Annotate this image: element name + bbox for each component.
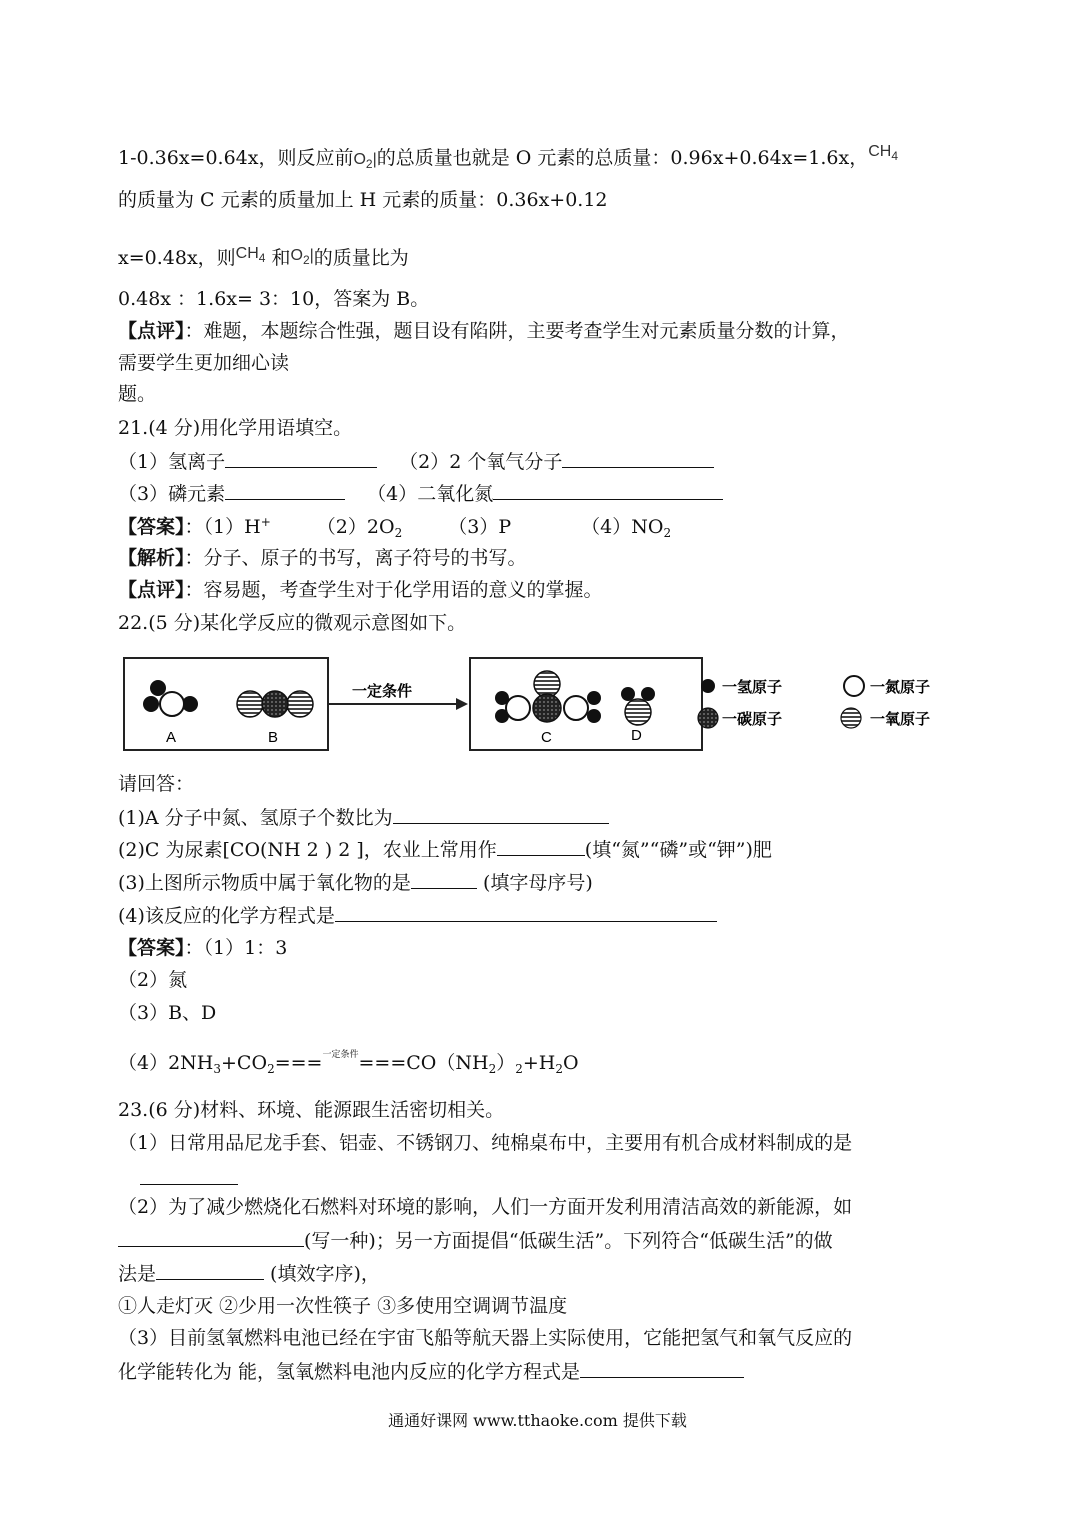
question-23-part-2: （2）为了减少燃烧化石燃料对环境的影响，人们一方面开发利用清洁高效的新能源，如 bbox=[118, 1196, 853, 1218]
answer-22-2: （2）氮 bbox=[118, 969, 188, 991]
legend-carbon: 一碳原子 bbox=[722, 710, 783, 728]
label-c: C bbox=[541, 729, 552, 746]
question-23: 23.(6 分)材料、环境、能源跟生活密切相关。 bbox=[118, 1099, 505, 1121]
formula-o2: $O_2|$ bbox=[353, 151, 377, 171]
analysis-21: 【解析】：分子、原子的书写，离子符号的书写。 bbox=[118, 547, 527, 569]
formula-ch4: CH4 bbox=[235, 245, 266, 265]
formula-o2: O2| bbox=[290, 247, 314, 267]
question-22: 22.(5 分)某化学反应的微观示意图如下。 bbox=[118, 612, 467, 634]
text-line: 需要学生更加细心读 bbox=[118, 352, 290, 374]
answer-22-1: 【答案】：（1）1：3 bbox=[118, 937, 288, 959]
legend-nitrogen: 一氮原子 bbox=[870, 678, 931, 696]
molecule-d bbox=[621, 687, 655, 725]
arrow-label: 一定条件 bbox=[352, 682, 413, 700]
answer-blank[interactable] bbox=[156, 1261, 264, 1280]
answer-21: 【答案】：（1）H+ $(2)2O_2$ （3）P $(4)NO_2$ bbox=[118, 515, 672, 540]
reaction-diagram bbox=[118, 652, 958, 754]
question-23-part-3-line-2: 化学能转化为 能，氢氧燃料电池内反应的化学方程式是 bbox=[118, 1359, 744, 1384]
question-21: 21.(4 分)用化学用语填空。 bbox=[118, 417, 353, 439]
label-d: D bbox=[631, 727, 642, 744]
question-23-part-2-line-3: 法是 (填效字序)， bbox=[118, 1263, 380, 1285]
question-23-options: ①人走灯灭 ②少用一次性筷子 ③多使用空调调节温度 bbox=[118, 1295, 568, 1317]
comment-21: 【点评】：容易题，考查学生对于化学用语的意义的掌握。 bbox=[118, 579, 603, 601]
question-22-part-1: (1)A 分子中氮、氢原子个数比为 bbox=[118, 805, 609, 830]
text-line: 的质量为 C 元素的质量加上 H 元素的质量：0.36x+0.12 bbox=[118, 189, 608, 211]
question-22-part-3: (3)上图所示物质中属于氧化物的是 (填字母序号) bbox=[118, 872, 593, 894]
label-b: B bbox=[268, 729, 279, 746]
question-21-row-2: （3）磷元素 （4）二氧化氮 bbox=[118, 481, 723, 506]
answer-blank[interactable] bbox=[225, 481, 345, 500]
text-line: 0.48x ：1.6x= 3：10，答案为 B。 bbox=[118, 288, 430, 310]
answer-blank[interactable] bbox=[335, 903, 717, 922]
legend-hydrogen-symbol bbox=[701, 679, 715, 693]
label-a: A bbox=[166, 729, 177, 746]
answer-blank[interactable] bbox=[580, 1359, 744, 1378]
legend-hydrogen: 一氢原子 bbox=[722, 678, 783, 696]
answer-blank[interactable] bbox=[497, 837, 585, 856]
answer-blank[interactable] bbox=[140, 1166, 238, 1185]
answer-blank[interactable] bbox=[118, 1228, 304, 1247]
page-footer: 通通好课网 www.tthaoke.com 提供下载 bbox=[388, 1411, 687, 1430]
formula-ch4: CH4 bbox=[868, 143, 899, 163]
legend-oxygen: 一氧原子 bbox=[870, 710, 931, 728]
legend-oxygen-symbol bbox=[841, 708, 861, 728]
comment-line: 【点评】：难题，本题综合性强，题目设有陷阱，主要考查学生对元素质量分数的计算， bbox=[118, 320, 850, 342]
answer-blank[interactable] bbox=[393, 805, 609, 824]
text-line: 1-0.36x=0.64x，则反应前$O_2|$的总质量也就是 O 元素的总质量：0.96x+0.64x=1.6x，$^{CH_4}$ bbox=[118, 143, 899, 171]
question-23-part-3: （3）目前氢氧燃料电池已经在宇宙飞船等航天器上实际使用，它能把氢气和氧气反应的 bbox=[118, 1327, 853, 1349]
answer-blank[interactable] bbox=[493, 481, 723, 500]
answer-22-3: （3）B、D bbox=[118, 1002, 217, 1024]
question-22-prompt: 请回答： bbox=[118, 773, 195, 795]
answer-blank[interactable] bbox=[562, 449, 714, 468]
answer-blank[interactable] bbox=[225, 449, 377, 468]
question-22-part-2: (2)C 为尿素[CO(NH 2 ) 2 ]，农业上常用作 (填“氮”“磷”或“钾”)肥 bbox=[118, 839, 772, 861]
legend-carbon-symbol bbox=[698, 708, 718, 728]
molecule-a bbox=[143, 680, 198, 716]
question-23-part-2-line-2: (写一种)；另一方面提倡“低碳生活”。下列符合“低碳生活”的做 bbox=[118, 1228, 833, 1253]
legend-nitrogen-symbol bbox=[844, 676, 864, 696]
answer-22-4: $(4)2NH_3+CO_2===^{一定条件}===CO(NH_2)_2+H_2O$ bbox=[118, 1050, 579, 1076]
text-line: x=0.48x，则$^{CH_4}$ 和$^{O_2|}$的质量比为 bbox=[118, 245, 409, 269]
answer-blank[interactable] bbox=[411, 870, 477, 889]
question-22-part-4: (4)该反应的化学方程式是 bbox=[118, 903, 717, 928]
molecule-b bbox=[237, 691, 313, 717]
question-23-part-1-blank bbox=[118, 1166, 238, 1191]
molecule-c bbox=[495, 671, 601, 723]
legend bbox=[698, 676, 930, 728]
question-23-part-1: （1）日常用品尼龙手套、铝壶、不锈钢刀、纯棉桌布中，主要用有机合成材料制成的是 bbox=[118, 1132, 853, 1154]
question-21-row-1: （1）氢离子 （2）2 个氧气分子 bbox=[118, 449, 714, 474]
reaction-condition: 一定条件 bbox=[322, 1050, 359, 1060]
text-line: 题。 bbox=[118, 383, 157, 405]
